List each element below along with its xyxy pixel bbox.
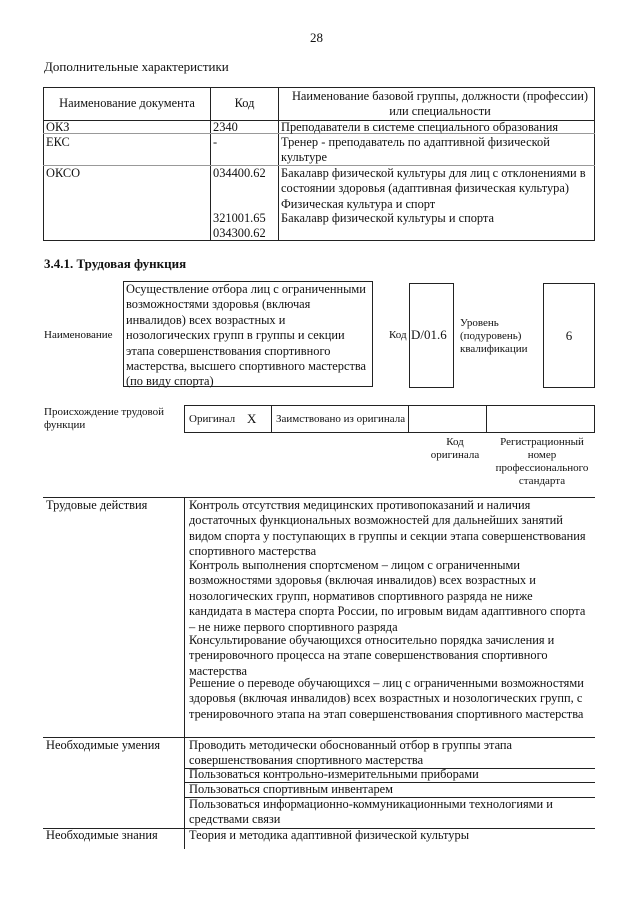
row-name: Тренер - преподаватель по адаптивной физической культуре — [281, 135, 550, 165]
level-value: 6 — [565, 328, 573, 343]
row-name: Бакалавр физической культуры для лиц с отклонениями в состоянии здоровья (адаптивная физическая культура) Физическая культура и спорт — [281, 166, 586, 211]
code-label: Код — [389, 329, 407, 341]
detail-item: Консультирование обучающихся относительно порядка зачисления и тренировочного процесса на этапе совершенствования спортивного мастерства — [189, 633, 555, 678]
detail-item: Контроль выполнения спортсменом – лицом с ограниченными возможностями здоровья (включая инвалидов) всех возрастных и нозологических групп, нормативов спортивного разряда не ниже кандидата в мастера спорта России, по игровым видам адаптивного спорта – не ниже первого спортивного разряда — [189, 558, 586, 634]
detail-item: Пользоваться информационно-коммуникационными технологиями и средствами связи — [189, 797, 553, 827]
detail-item: Пользоваться спортивным инвентарем — [189, 782, 393, 796]
row-name: Преподаватели в системе специального образования — [281, 120, 559, 134]
header-code: Код — [234, 96, 255, 110]
original-mark: X — [247, 411, 257, 426]
detail-item: Теория и методика адаптивной физической культуры — [189, 828, 470, 842]
detail-item: Решение о переводе обучающихся – лиц с ограниченными возможностями здоровья (включая инвалидов) всех возрастных и нозологических групп, с тренировочного этапа на этап совершенствования спортивного мастерства — [189, 676, 584, 721]
row-name: Бакалавр физической культуры и спорта — [281, 211, 494, 225]
detail-item: Проводить методически обоснованный отбор в группы этапа совершенствования спортивного мастерства — [189, 738, 513, 768]
borrowed-label: Заимствовано из оригинала — [276, 413, 406, 425]
page-number: 28 — [310, 30, 323, 45]
origin-label: Происхождение трудовой функции — [44, 406, 165, 431]
row-doc: ОКСО — [46, 166, 81, 180]
header-group-name: Наименование базовой группы, должности (профессии) или специальности — [291, 89, 589, 119]
function-name: Осуществление отбора лиц с ограниченными возможностями здоровья (включая инвалидов) всех возрастных и нозологических групп в группы и секции этапа совершенствования спортивного мастерства, высшего спортивного мастерства (по виду спорта) — [126, 282, 367, 389]
row-doc: ЕКС — [46, 135, 70, 149]
header-document: Наименование документа — [59, 96, 195, 110]
function-heading: 3.4.1. Трудовая функция — [44, 256, 187, 271]
section-title: Дополнительные характеристики — [44, 59, 229, 74]
name-label: Наименование — [44, 329, 113, 341]
detail-label: Трудовые действия — [46, 498, 148, 512]
detail-item: Пользоваться контрольно-измерительными приборами — [189, 767, 479, 781]
detail-label: Необходимые знания — [46, 828, 158, 842]
row-doc: ОКЗ — [46, 120, 70, 134]
detail-item: Контроль отсутствия медицинских противопоказаний и наличия достаточных функциональных возможностей для дальнейших занятий видом спорта у поступающих в группы и секции этапа совершенствования спортивного мастерства — [189, 498, 586, 559]
level-label: Уровень (подуровень) квалификации — [460, 317, 528, 355]
row-code: 321001.65 034300.62 — [213, 211, 266, 241]
code-original-caption: Код оригинала — [430, 436, 480, 461]
detail-label: Необходимые умения — [46, 738, 161, 752]
row-code: 034400.62 — [213, 166, 266, 180]
reg-number-caption: Регистрационный номер профессионального стандарта — [495, 436, 589, 487]
row-code: - — [213, 135, 218, 149]
original-label: Оригинал — [189, 413, 236, 425]
function-code: D/01.6 — [411, 327, 447, 342]
row-code: 2340 — [213, 120, 238, 134]
